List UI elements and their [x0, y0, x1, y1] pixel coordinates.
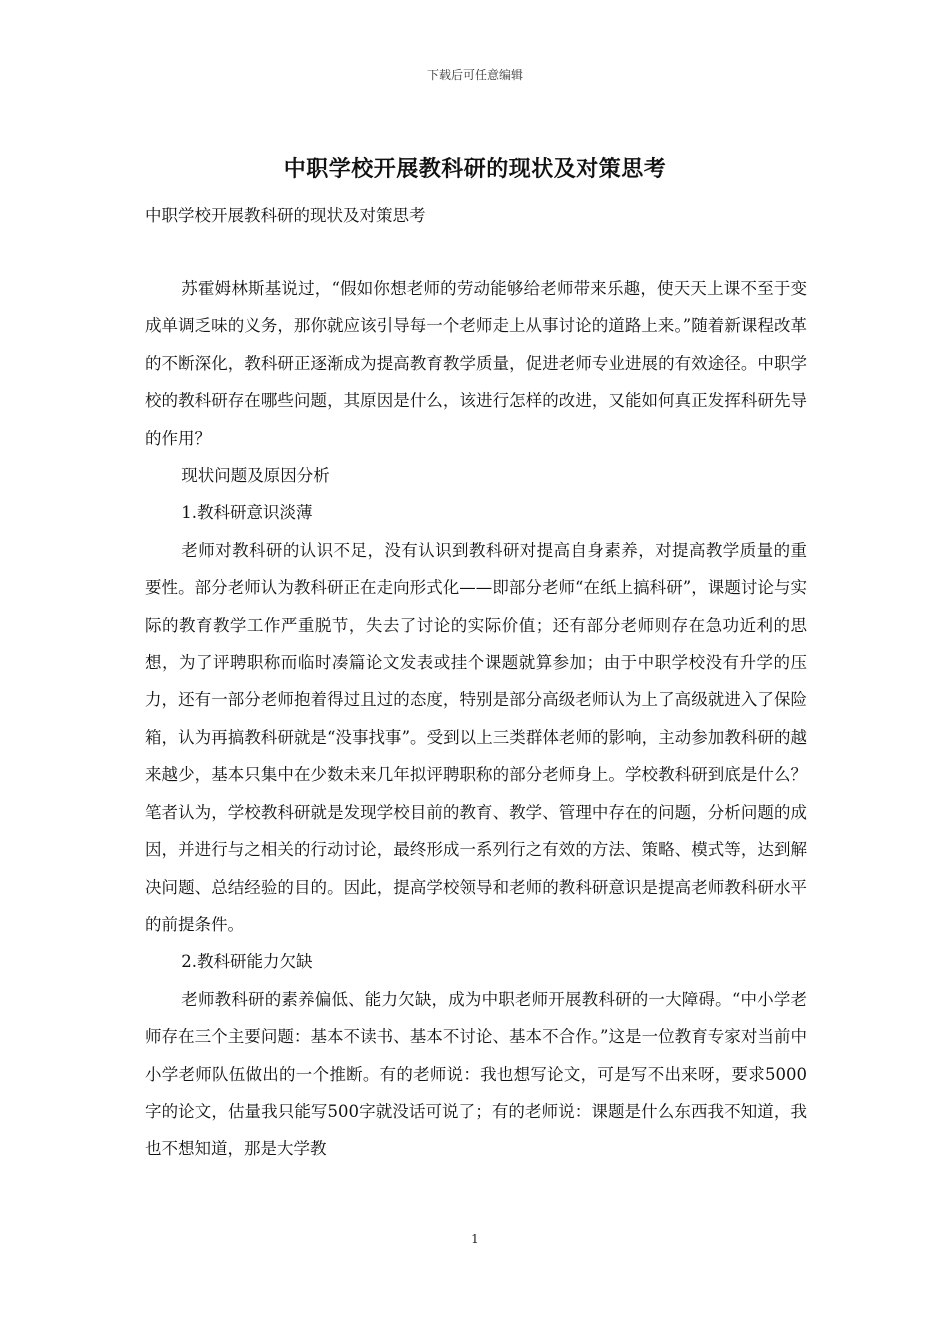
document-title: 中职学校开展教科研的现状及对策思考 — [283, 156, 667, 182]
page-number: 1 — [471, 1232, 479, 1246]
body-paragraph: 老师教科研的素养偏低、能力欠缺，成为中职老师开展教科研的一大障碍。“中小学老师存在三个主要问题：基本不读书、基本不讨论、基本不合作。”这是一位教育专家对当前中小学老师队伍做出的一个推断。有的老师说：我也想写论文，可是写不出来呀，要求5000字的论文，估量我只能写500字就没话可说了；有的老师说：课题是什么东西我不知道，我也不想知道，那是大学教 — [145, 989, 807, 1159]
subsection-heading: 2.教科研能力欠缺 — [181, 952, 313, 972]
intro-paragraph: 苏霍姆林斯基说过，“假如你想老师的劳动能够给老师带来乐趣，使天天上课不至于变成单调乏味的义务，那你就应该引导每一个老师走上从事讨论的道路上来。”随着新课程改革的不断深化，教科研正逐渐成为提高教育教学质量，促进老师专业进展的有效途径。中职学校的教科研存在哪些问题，其原因是什么，该进行怎样的改进，又能如何真正发挥科研先导的作用？ — [145, 279, 807, 448]
section-heading: 现状问题及原因分析 — [181, 466, 330, 486]
document-body — [145, 270, 807, 1168]
subsection-heading: 1.教科研意识淡薄 — [181, 503, 313, 523]
body-paragraph: 老师对教科研的认识不足，没有认识到教科研对提高自身素养，对提高教学质量的重要性。部分老师认为教科研正在走向形式化——即部分老师“在纸上搞科研”，课题讨论与实际的教育教学工作严重脱节，失去了讨论的实际价值；还有部分老师则存在急功近利的思想，为了评聘职称而临时凑篇论文发表或挂个课题就算参加；由于中职学校没有升学的压力，还有一部分老师抱着得过且过的态度，特别是部分高级老师认为上了高级就进入了保险箱，认为再搞教科研就是“没事找事”。受到以上三类群体老师的影响，主动参加教科研的越来越少，基本只集中在少数未来几年拟评聘职称的部分老师身上。学校教科研到底是什么？笔者认为，学校教科研就是发现学校目前的教育、教学、管理中存在的问题，分析问题的成因，并进行与之相关的行动讨论，最终形成一系列行之有效的方法、策略、模式等，达到解决问题、总结经验的目的。因此，提高学校领导和老师的教科研意识是提高老师教科研水平的前提条件。 — [145, 540, 807, 934]
page-header-note: 下载后可任意编辑 — [426, 68, 523, 82]
document-subtitle: 中职学校开展教科研的现状及对策思考 — [145, 206, 426, 225]
